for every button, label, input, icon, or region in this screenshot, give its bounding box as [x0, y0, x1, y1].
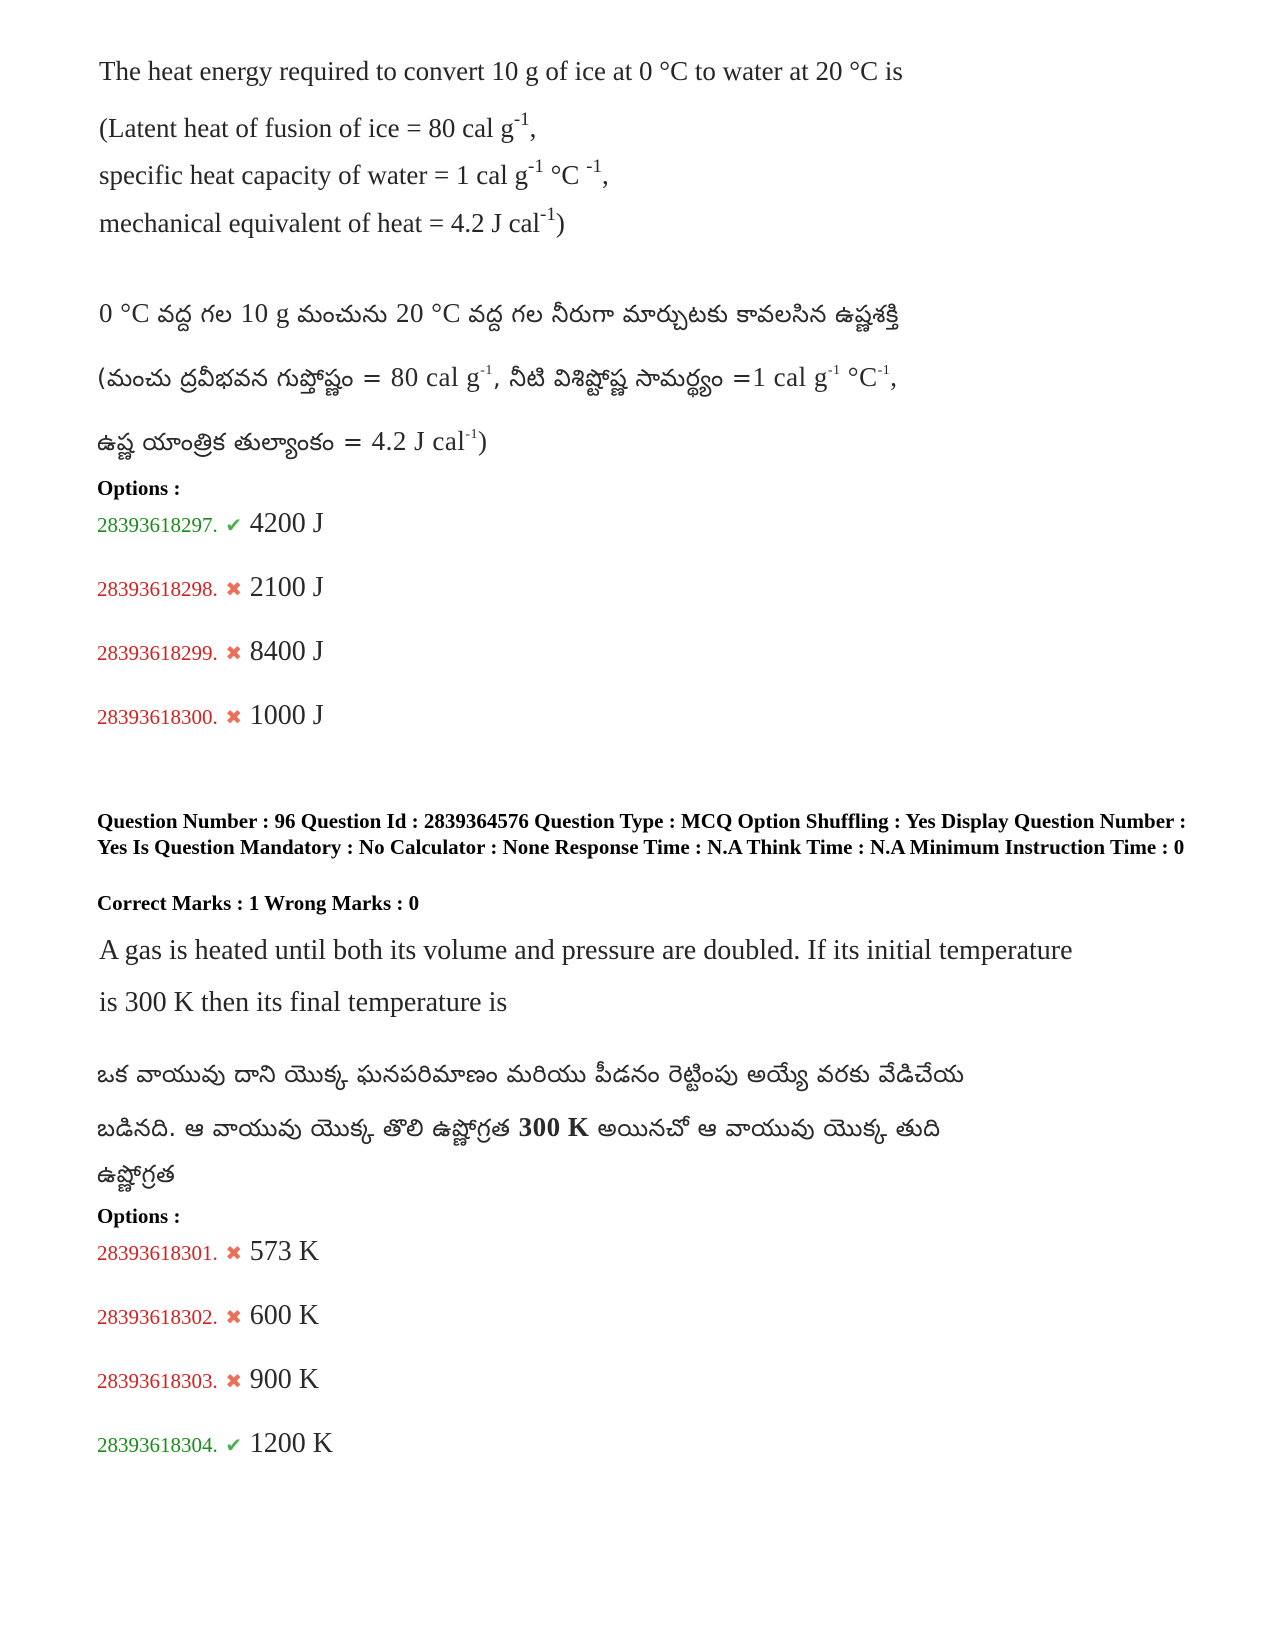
- stem-text: ,: [529, 113, 537, 143]
- marks-info: Correct Marks : 1 Wrong Marks : 0: [97, 891, 420, 915]
- stem-text: ఉష్ణ యాంత్రిక తుల్యాంకం =: [97, 428, 372, 456]
- stem-text: అయినచో ఆ వాయువు యొక్క తుది: [589, 1114, 941, 1142]
- question-stem-line: A gas is heated until both its volume and pressure are doubled. If its initial temperature: [99, 935, 1073, 966]
- telugu-stem-line: [97, 362, 898, 398]
- cross-icon: ✖: [225, 1307, 243, 1329]
- option-row[interactable]: [97, 1236, 319, 1276]
- stem-text: 0 °C: [99, 298, 158, 328]
- stem-text: (మంచు ద్రవీభవన గుప్తోష్ణం =: [97, 364, 391, 392]
- options-label: Options :: [97, 1204, 181, 1228]
- option-id: 28393618300.: [97, 705, 218, 729]
- stem-text: ): [555, 208, 565, 238]
- option-id: 28393618299.: [97, 641, 218, 665]
- superscript: -1: [480, 363, 493, 378]
- stem-text: 300 K: [518, 1112, 590, 1142]
- stem-text: వద్ద గల: [157, 300, 241, 328]
- check-icon: ✔: [225, 1435, 243, 1457]
- cross-icon: ✖: [225, 707, 243, 729]
- superscript: -1: [540, 204, 556, 225]
- telugu-stem-line: ఉష్ణోగ్రత: [97, 1160, 176, 1188]
- option-id: 28393618303.: [97, 1369, 218, 1393]
- telugu-stem-line: ఒక వాయువు దాని యొక్క ఘనపరిమాణం మరియు పీడనం రెట్టింపు అయ్యే వరకు వేడిచేయ: [97, 1060, 965, 1088]
- cross-icon: ✖: [225, 643, 243, 665]
- stem-text: 10 g: [240, 298, 298, 328]
- option-row[interactable]: [97, 1300, 319, 1340]
- option-id: 28393618301.: [97, 1241, 218, 1265]
- option-row[interactable]: [97, 636, 324, 676]
- stem-text: 20 °C: [395, 298, 469, 328]
- option-value: 2100 J: [249, 572, 324, 603]
- question-stem-line: [99, 56, 903, 87]
- option-value: 8400 J: [249, 636, 324, 667]
- superscript: -1: [827, 363, 841, 378]
- superscript: -1: [586, 156, 602, 177]
- option-id: 28393618297.: [97, 513, 218, 537]
- cross-icon: ✖: [225, 1371, 243, 1393]
- question-stem-line: [99, 109, 537, 144]
- superscript: -1: [465, 427, 478, 442]
- stem-text: °C: [543, 160, 587, 190]
- question-stem-line: [99, 204, 565, 239]
- option-value: 600 K: [249, 1300, 319, 1331]
- stem-text: specific heat capacity of water = 1 cal g: [99, 160, 529, 190]
- option-row[interactable]: [97, 572, 324, 612]
- option-value: 1200 K: [249, 1428, 333, 1459]
- stem-text: ,: [890, 362, 898, 392]
- option-row[interactable]: [97, 700, 324, 740]
- question-meta: Question Number : 96 Question Id : 2839364576 Question Type : MCQ Option Shuffling : Yes Display Question Number : Yes Is Question Mandatory : No Calculator : None Response Time : N.A Think Time : N.A Minimum Instruction Time : 0: [97, 809, 1187, 859]
- telugu-stem-line: [97, 426, 488, 462]
- superscript: -1: [528, 156, 544, 177]
- stem-text: 4.2 J cal: [371, 426, 466, 456]
- question-stem-line: is 300 K then its final temperature is: [99, 987, 508, 1018]
- stem-text: , నీటి విశిష్టోష్ణ సామర్థ్యం =: [492, 364, 753, 392]
- stem-text: మంచును: [297, 300, 396, 328]
- option-row[interactable]: [97, 1364, 319, 1404]
- option-value: 4200 J: [249, 508, 324, 539]
- stem-text: °C: [840, 362, 878, 392]
- cross-icon: ✖: [225, 1243, 243, 1265]
- options-label: Options :: [97, 476, 181, 500]
- stem-text: బడినది. ఆ వాయువు యొక్క తొలి ఉష్ణోగ్రత: [97, 1114, 519, 1142]
- telugu-stem-line: [99, 298, 899, 334]
- question-stem-line: [99, 156, 609, 191]
- stem-text: ,: [601, 160, 609, 190]
- option-value: 1000 J: [249, 700, 324, 731]
- stem-text: mechanical equivalent of heat = 4.2 J cal: [99, 208, 541, 238]
- check-icon: ✔: [225, 515, 243, 537]
- cross-icon: ✖: [225, 579, 243, 601]
- superscript: -1: [513, 109, 530, 130]
- stem-text: 1 cal g: [752, 362, 828, 392]
- stem-text: (Latent heat of fusion of ice = 80 cal g: [99, 113, 514, 143]
- telugu-stem-line: [97, 1112, 941, 1148]
- superscript: -1: [877, 363, 891, 378]
- stem-text: వద్ద గల నీరుగా మార్చుటకు కావలసిన ఉష్ణశక్తి: [468, 300, 899, 328]
- option-value: 900 K: [249, 1364, 319, 1395]
- option-id: 28393618304.: [97, 1433, 218, 1457]
- option-id: 28393618298.: [97, 577, 218, 601]
- stem-text: 80 cal g: [390, 362, 481, 392]
- option-row[interactable]: [97, 508, 324, 548]
- option-id: 28393618302.: [97, 1305, 218, 1329]
- option-value: 573 K: [249, 1236, 319, 1267]
- stem-text: The heat energy required to convert 10 g of ice at 0 °C to water at 20 °C is: [99, 56, 903, 86]
- option-row[interactable]: [97, 1428, 333, 1468]
- stem-text: ): [478, 426, 488, 456]
